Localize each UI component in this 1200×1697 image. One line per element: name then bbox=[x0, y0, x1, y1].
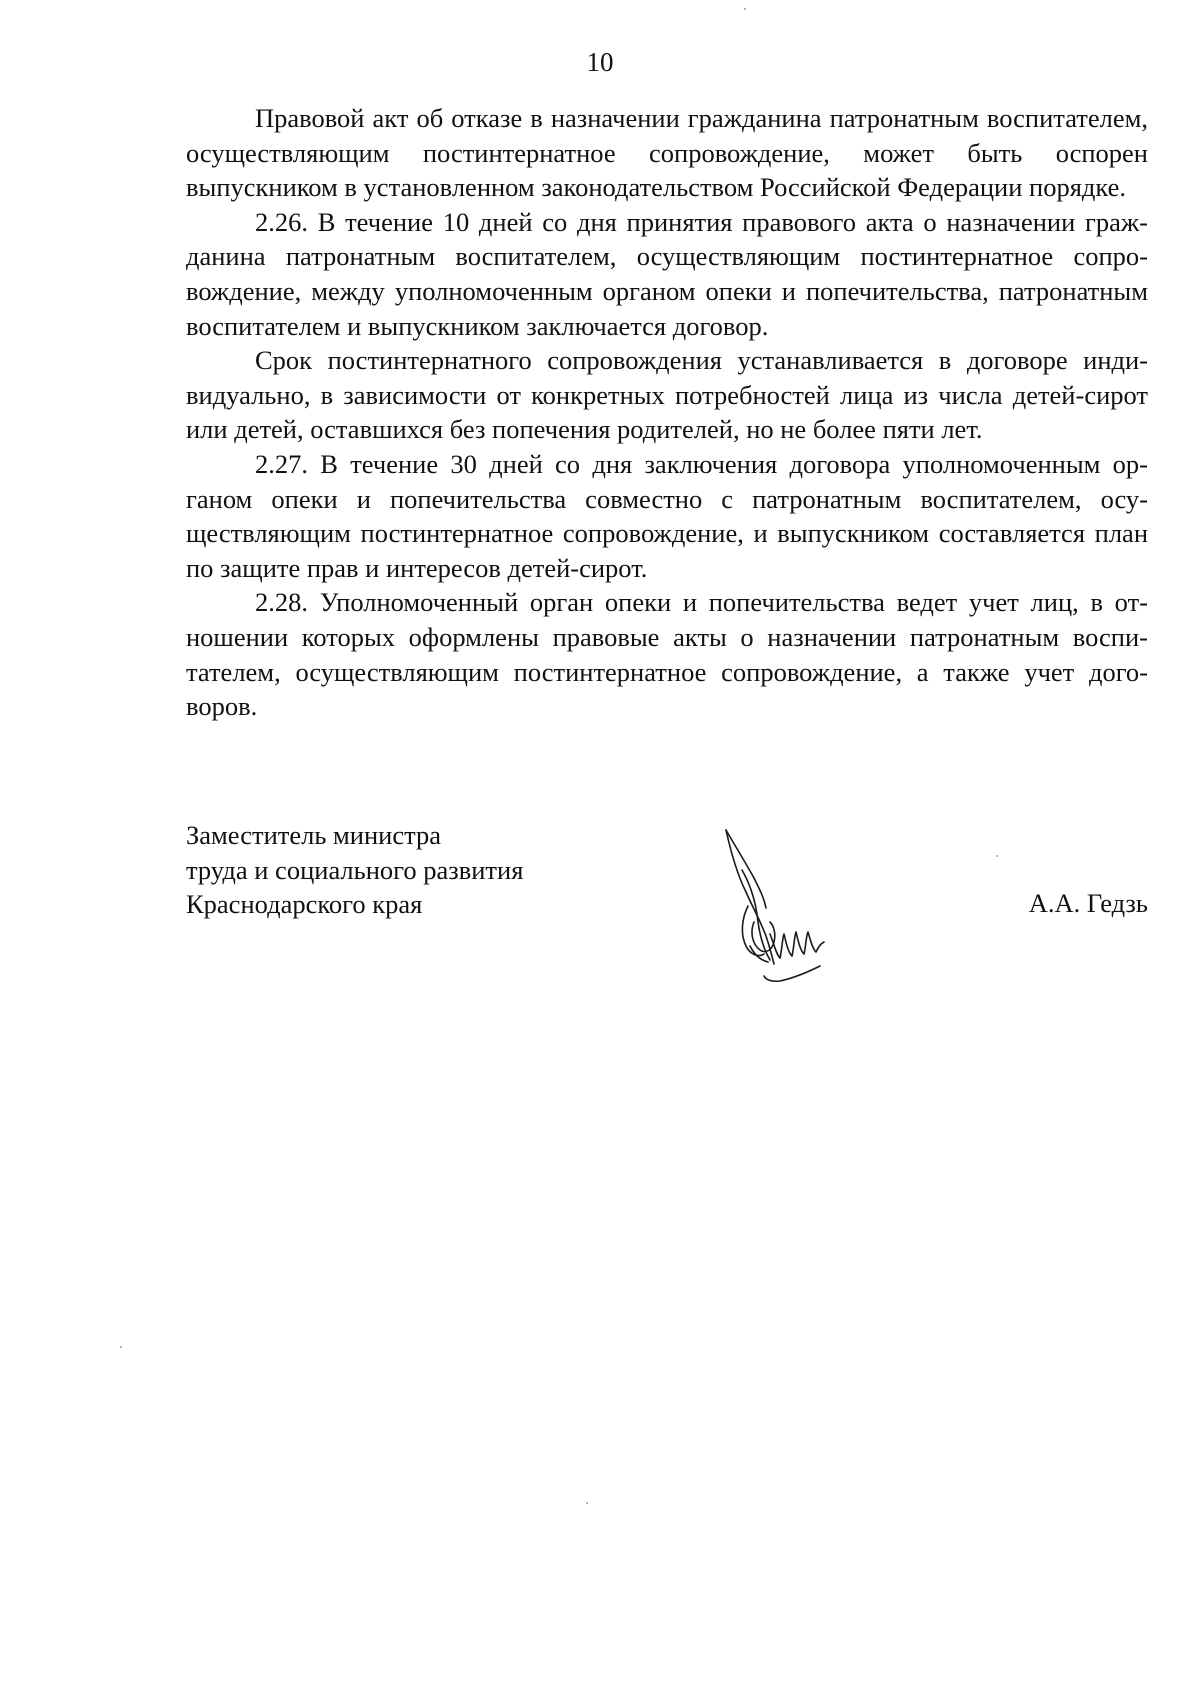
document-body bbox=[186, 101, 1148, 724]
paragraph-2-26: 2.26. В течение 10 дней со дня принятия правового акта о назначении гражданина патронатным воспитателем, осуществляющим постинтернатное сопровождение, между уполномоченным органом опеки и попечительства, патронатным воспитателем и выпускником заключается договор. bbox=[186, 206, 1148, 341]
paragraph-appeal: Правовой акт об отказе в назначении гражданина патронатным воспитателем, осуществляющим постинтернатное сопровождение, может быть оспорен выпускником в установленном законодательством Российской Федерации порядке. bbox=[186, 103, 1148, 203]
paragraph-support-term: Срок постинтернатного сопровождения устанавливается в договоре индивидуально, в зависимости от конкретных потребностей лица из числа детей-сирот или детей, оставшихся без попечения родителей, но не более пяти лет. bbox=[186, 345, 1148, 445]
signer-title-line: труда и социального развития bbox=[186, 854, 524, 885]
handwritten-signature bbox=[720, 826, 850, 986]
scan-speck bbox=[744, 8, 746, 10]
signer-name: А.А. Гедзь bbox=[1028, 888, 1148, 918]
signer-title-line: Краснодарского края bbox=[186, 889, 423, 919]
scan-speck bbox=[586, 1502, 588, 1504]
scan-speck bbox=[996, 855, 998, 857]
page-number: 10 bbox=[586, 47, 614, 77]
paragraph-2-27: 2.27. В течение 30 дней со дня заключения договора уполномоченным органом опеки и попечительства совместно с патронатным воспитателем, осуществляющим постинтернатное сопровождение, и выпускником составляется план по защите прав и интересов детей-сирот. bbox=[186, 448, 1148, 583]
scan-speck bbox=[120, 1346, 122, 1348]
paragraph-2-28: 2.28. Уполномоченный орган опеки и попечительства ведет учет лиц, в отношении которых оформлены правовые акты о назначении патронатным воспитателем, осуществляющим постинтернатное сопровождение, а также учет договоров. bbox=[186, 587, 1148, 722]
signer-title-block bbox=[186, 818, 523, 922]
signer-title-line: Заместитель министра bbox=[186, 820, 442, 850]
